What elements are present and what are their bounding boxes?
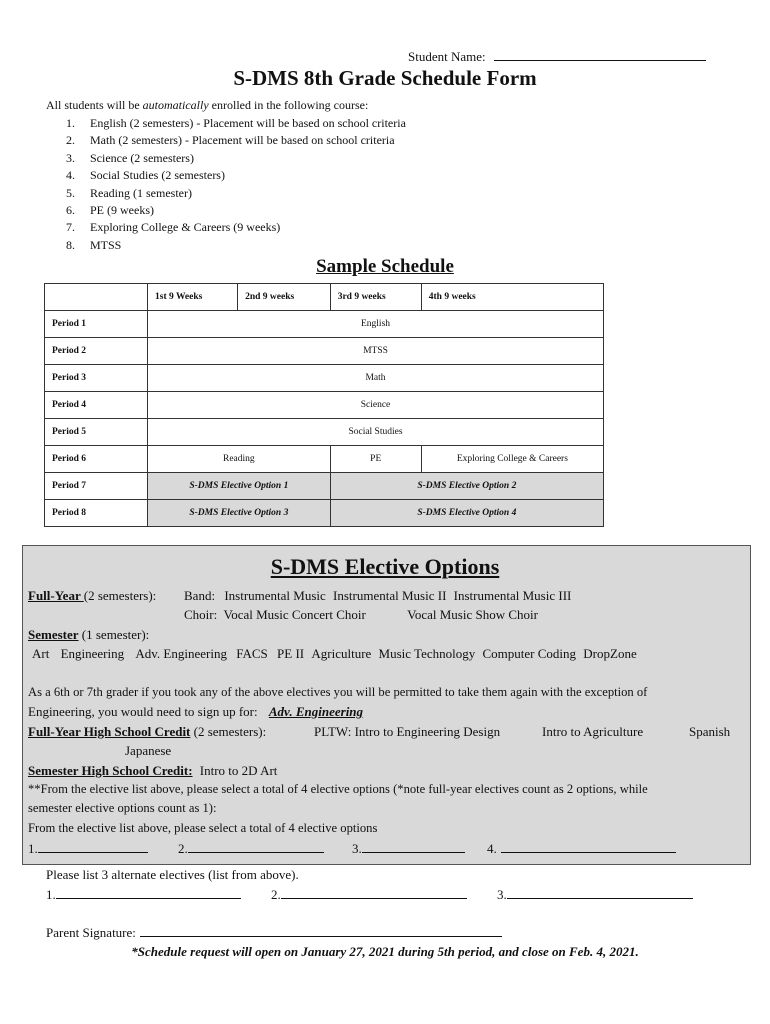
elective-option: Engineering bbox=[60, 646, 125, 661]
table-header-row bbox=[45, 284, 604, 311]
period-label: Period 3 bbox=[45, 365, 148, 392]
choice-number: 1. bbox=[46, 887, 56, 902]
instructions-line2: semester elective options count as 1): bbox=[28, 801, 217, 815]
choir-label: Choir: bbox=[184, 607, 218, 622]
course-cell: English bbox=[148, 311, 604, 338]
table-corner-cell bbox=[45, 284, 148, 311]
list-item bbox=[66, 185, 406, 202]
semester-options bbox=[32, 646, 637, 662]
course-cell: Social Studies bbox=[148, 419, 604, 446]
hs-semester-row bbox=[28, 763, 277, 779]
elective-option: Intro to 2D Art bbox=[199, 763, 278, 778]
list-item bbox=[66, 150, 406, 167]
elective-choice-3[interactable] bbox=[352, 841, 465, 857]
course-text: PE (9 weeks) bbox=[90, 202, 154, 217]
choice-blank[interactable] bbox=[507, 887, 693, 899]
hs-full-year-label: Full-Year High School Credit bbox=[28, 724, 191, 739]
elective-option: Art bbox=[32, 646, 50, 661]
signature-line[interactable] bbox=[140, 925, 502, 937]
elective-option: Music Technology bbox=[378, 646, 476, 661]
elective-option: PE II bbox=[277, 646, 305, 661]
elective-choice-2[interactable] bbox=[178, 841, 324, 857]
elective-option: Instrumental Music III bbox=[453, 588, 572, 603]
column-header: 4th 9 weeks bbox=[421, 284, 603, 311]
course-text: Science (2 semesters) bbox=[90, 150, 194, 165]
period-label: Period 5 bbox=[45, 419, 148, 446]
alternate-choice-1[interactable] bbox=[46, 887, 241, 903]
sample-schedule-title: Sample Schedule bbox=[316, 256, 454, 277]
period-label: Period 8 bbox=[45, 500, 148, 527]
elective-choice-4[interactable] bbox=[487, 841, 676, 857]
list-number: 1. bbox=[66, 116, 75, 130]
page-title: S-DMS 8th Grade Schedule Form bbox=[233, 66, 537, 90]
choice-blank[interactable] bbox=[188, 841, 324, 853]
band-label: Band: bbox=[184, 588, 216, 603]
list-item bbox=[66, 237, 406, 254]
elective-cell: S-DMS Elective Option 1 bbox=[148, 473, 331, 500]
course-text: Social Studies (2 semesters) bbox=[90, 168, 225, 183]
choice-blank[interactable] bbox=[56, 887, 241, 899]
choice-number: 3. bbox=[352, 841, 362, 856]
student-name-line[interactable] bbox=[494, 48, 706, 61]
period-label: Period 2 bbox=[45, 338, 148, 365]
course-text: Reading (1 semester) bbox=[90, 185, 192, 200]
course-text: MTSS bbox=[90, 237, 122, 252]
list-number: 4. bbox=[66, 168, 75, 183]
elective-option: FACS bbox=[236, 646, 268, 661]
full-year-label: Full-Year bbox=[28, 588, 84, 603]
adv-engineering-emphasis: Adv. Engineering bbox=[268, 704, 364, 719]
sample-schedule-table bbox=[44, 283, 604, 527]
list-item bbox=[66, 219, 406, 236]
column-header: 1st 9 Weeks bbox=[148, 284, 238, 311]
parent-signature-label: Parent Signature: bbox=[46, 925, 136, 940]
required-course-list bbox=[66, 115, 406, 254]
elective-option: Intro to Agriculture bbox=[542, 724, 644, 739]
hs-full-year-row bbox=[28, 724, 266, 740]
choice-blank[interactable] bbox=[38, 841, 148, 853]
period-label: Period 1 bbox=[45, 311, 148, 338]
table-row bbox=[45, 311, 604, 338]
choice-number: 2. bbox=[271, 887, 281, 902]
alternate-choice-3[interactable] bbox=[497, 887, 693, 903]
hs-semester-label: Semester High School Credit: bbox=[28, 763, 193, 778]
instructions-line1: **From the elective list above, please select a total of 4 elective options (*note full-year electives count as 2 options, while bbox=[28, 782, 648, 796]
alternate-choice-2[interactable] bbox=[271, 887, 467, 903]
choice-blank[interactable] bbox=[281, 887, 467, 899]
list-number: 3. bbox=[66, 150, 75, 165]
elective-option: Vocal Music Show Choir bbox=[407, 607, 538, 622]
semester-row bbox=[28, 627, 149, 643]
course-cell: Math bbox=[148, 365, 604, 392]
table-row bbox=[45, 473, 604, 500]
list-item bbox=[66, 115, 406, 132]
schedule-window-note: *Schedule request will open on January 27, 2021 during 5th period, and close on Feb. 4, 2021. bbox=[131, 944, 639, 959]
course-text: English (2 semesters) - Placement will be based on school criteria bbox=[90, 116, 406, 130]
elective-option: Adv. Engineering bbox=[135, 646, 227, 661]
choice-number: 1. bbox=[28, 841, 38, 856]
course-cell: Exploring College & Careers bbox=[421, 446, 603, 473]
column-header: 2nd 9 weeks bbox=[238, 284, 331, 311]
choice-number: 4. bbox=[487, 841, 497, 856]
elective-cell: S-DMS Elective Option 4 bbox=[330, 500, 603, 527]
elective-option: Instrumental Music bbox=[224, 588, 326, 603]
elective-cell: S-DMS Elective Option 3 bbox=[148, 500, 331, 527]
elective-option: Vocal Music Concert Choir bbox=[223, 607, 366, 622]
choice-number: 3. bbox=[497, 887, 507, 902]
choice-blank[interactable] bbox=[362, 841, 465, 853]
alternates-label: Please list 3 alternate electives (list from above). bbox=[46, 867, 299, 882]
elective-option: PLTW: Intro to Engineering Design bbox=[314, 724, 501, 739]
period-label: Period 6 bbox=[45, 446, 148, 473]
table-row bbox=[45, 500, 604, 527]
full-year-row bbox=[28, 588, 156, 604]
elective-choice-1[interactable] bbox=[28, 841, 148, 857]
list-number: 6. bbox=[66, 202, 75, 217]
list-item bbox=[66, 167, 406, 184]
elective-option: Spanish bbox=[689, 724, 731, 739]
elective-options-title: S-DMS Elective Options bbox=[270, 554, 500, 579]
intro-prefix: All students will be bbox=[46, 98, 143, 112]
elective-option: Computer Coding bbox=[482, 646, 577, 661]
list-item bbox=[66, 202, 406, 219]
instructions-line3: From the elective list above, please select a total of 4 elective options bbox=[28, 821, 378, 835]
list-number: 2. bbox=[66, 133, 75, 148]
list-number: 8. bbox=[66, 237, 75, 252]
hs-full-year-suffix: (2 semesters): bbox=[190, 724, 267, 739]
intro-emphasis: automatically bbox=[142, 98, 209, 112]
elective-option: DropZone bbox=[583, 646, 637, 661]
list-item bbox=[66, 132, 406, 149]
choice-blank[interactable] bbox=[501, 841, 676, 853]
choir-row bbox=[184, 607, 538, 623]
student-name-label: Student Name: bbox=[408, 49, 486, 64]
repeat-note-line2 bbox=[28, 704, 363, 720]
table-row bbox=[45, 446, 604, 473]
list-number: 5. bbox=[66, 185, 75, 200]
choice-number: 2. bbox=[178, 841, 188, 856]
column-header: 3rd 9 weeks bbox=[330, 284, 421, 311]
course-text: Math (2 semesters) - Placement will be based on school criteria bbox=[90, 133, 395, 148]
repeat-note-text: Engineering, you would need to sign up for: bbox=[28, 704, 258, 719]
table-row bbox=[45, 338, 604, 365]
semester-suffix: (1 semester): bbox=[78, 627, 150, 642]
course-cell: Science bbox=[148, 392, 604, 419]
course-cell: MTSS bbox=[148, 338, 604, 365]
table-row bbox=[45, 392, 604, 419]
elective-option: Agriculture bbox=[311, 646, 372, 661]
period-label: Period 4 bbox=[45, 392, 148, 419]
table-row bbox=[45, 419, 604, 446]
course-cell: PE bbox=[330, 446, 421, 473]
list-number: 7. bbox=[66, 220, 75, 235]
student-name-field[interactable] bbox=[408, 48, 706, 65]
elective-cell: S-DMS Elective Option 2 bbox=[330, 473, 603, 500]
intro-text bbox=[46, 98, 368, 113]
period-label: Period 7 bbox=[45, 473, 148, 500]
semester-label: Semester bbox=[28, 627, 79, 642]
table-row bbox=[45, 365, 604, 392]
full-year-suffix: (2 semesters): bbox=[83, 588, 157, 603]
elective-option: Instrumental Music II bbox=[333, 588, 447, 603]
course-cell: Reading bbox=[148, 446, 331, 473]
intro-suffix: enrolled in the following course: bbox=[208, 98, 369, 112]
course-text: Exploring College & Careers (9 weeks) bbox=[90, 220, 281, 235]
band-row bbox=[184, 588, 571, 604]
elective-option: Japanese bbox=[125, 743, 172, 758]
repeat-note-line1: As a 6th or 7th grader if you took any of the above electives you will be permitted to take them again with the exception of bbox=[28, 685, 648, 699]
parent-signature-field[interactable] bbox=[46, 925, 502, 941]
